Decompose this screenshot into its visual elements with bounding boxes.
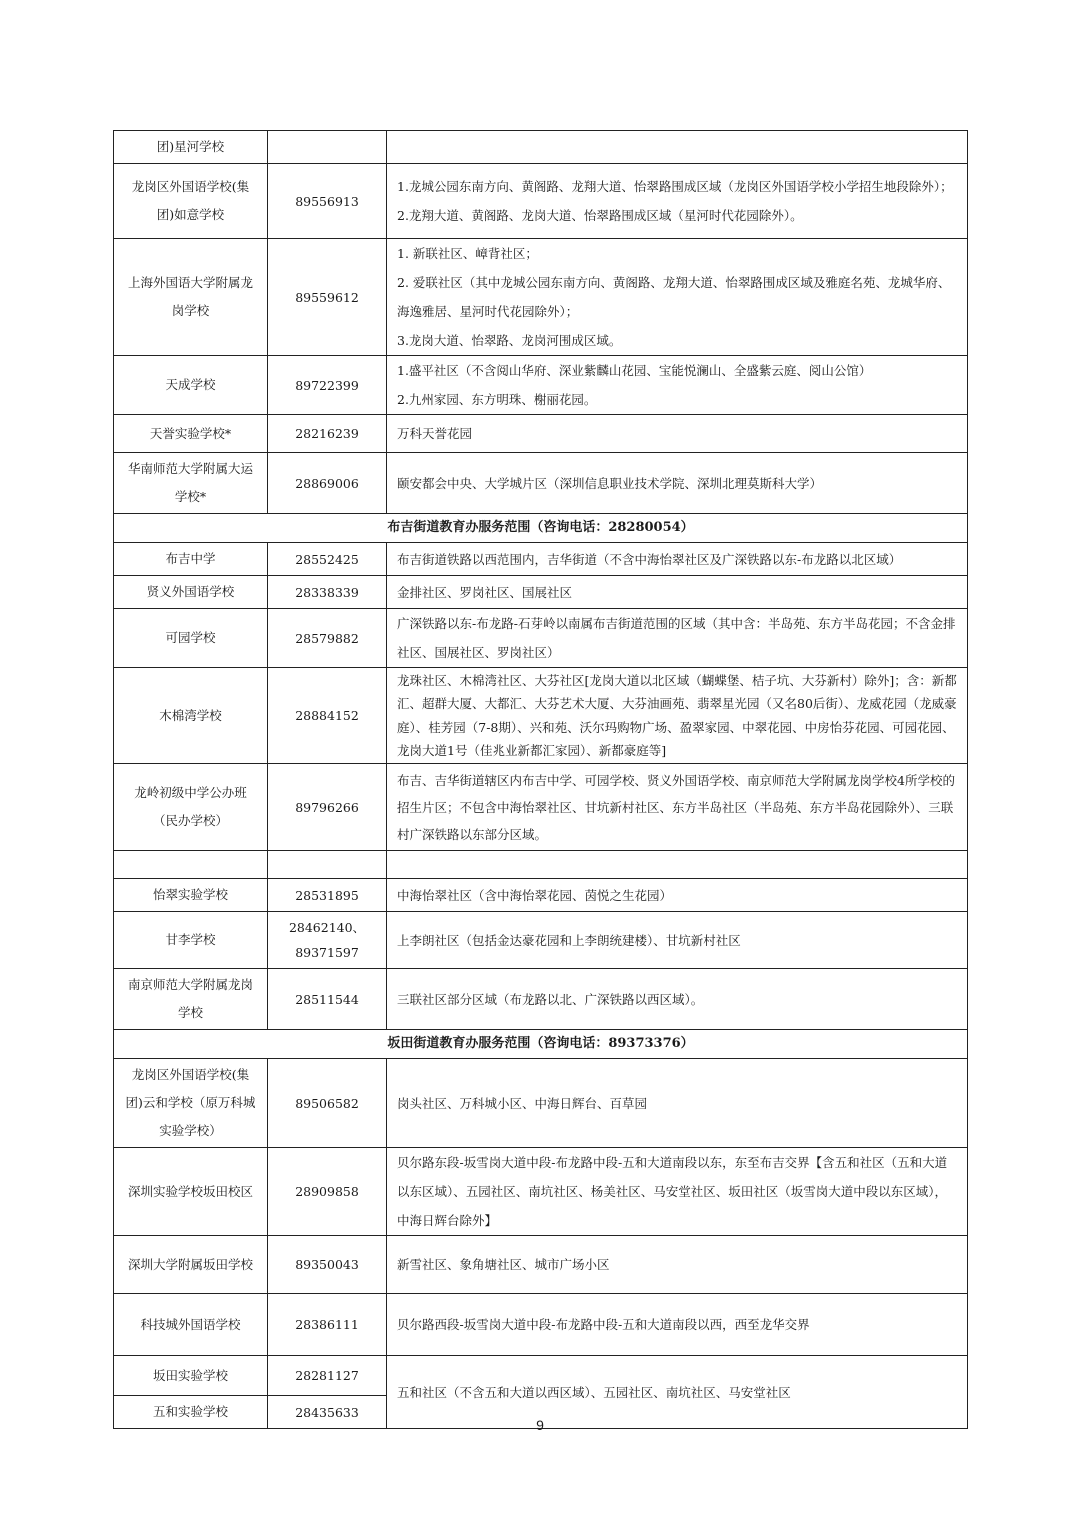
table-row xyxy=(114,1294,968,1356)
section-header-row xyxy=(114,1030,968,1059)
service-scope xyxy=(387,415,968,453)
table-row xyxy=(114,415,968,453)
table-row xyxy=(114,879,968,912)
service-scope xyxy=(387,668,968,764)
service-scope xyxy=(387,879,968,912)
school-name: 深圳大学附属坂田学校 xyxy=(114,1236,268,1294)
service-scope xyxy=(387,912,968,969)
school-name: 可园学校 xyxy=(114,609,268,668)
school-name: 五和实验学校 xyxy=(114,1396,268,1429)
blank-row xyxy=(114,851,968,879)
phone-number: 89350043 xyxy=(268,1236,387,1294)
phone-number: 28579882 xyxy=(268,609,387,668)
table-row xyxy=(114,668,968,764)
school-name: 木棉湾学校 xyxy=(114,668,268,764)
school-name: 深圳实验学校坂田校区 xyxy=(114,1148,268,1236)
school-name: 科技城外国语学校 xyxy=(114,1294,268,1356)
table-row xyxy=(114,1236,968,1294)
phone-number: 89556913 xyxy=(268,164,387,239)
scope-line: 2. 爱联社区（其中龙城公园东南方向、黄阁路、龙翔大道、怡翠路围成区域及雅庭名苑、龙城华府、海逸雅居、星河时代花园除外）； xyxy=(397,275,951,319)
scope-line: 三联社区部分区域（布龙路以北、广深铁路以西区域）。 xyxy=(397,991,704,1007)
scope-line: 新雪社区、象角塘社区、城市广场小区 xyxy=(397,1257,610,1272)
school-name: 龙岗区外国语学校(集团)云和学校（原万科城实验学校） xyxy=(114,1059,268,1148)
scope-line: 颐安都会中央、大学城片区（深圳信息职业技术学院、深圳北理莫斯科大学） xyxy=(397,475,823,491)
scope-line: 1.龙城公园东南方向、黄阁路、龙翔大道、怡翠路围成区域（龙岗区外国语学校小学招生地段除外）； xyxy=(397,179,953,194)
section-header-row xyxy=(114,514,968,543)
scope-line: 上李朗社区（包括金达豪花园和上李朗统建楼）、甘坑新村社区 xyxy=(397,932,741,948)
table-row xyxy=(114,453,968,514)
phone-number: 28884152 xyxy=(268,668,387,764)
table-row xyxy=(114,576,968,609)
service-scope xyxy=(387,543,968,576)
phone-number: 28511544 xyxy=(268,969,387,1030)
service-scope xyxy=(387,453,968,514)
phone-number: 28552425 xyxy=(268,543,387,576)
section-title-bantian: 坂田街道教育办服务范围（咨询电话：89373376） xyxy=(114,1030,968,1059)
phone-number: 28462140、89371597 xyxy=(268,912,387,969)
scope-line: 布吉、吉华街道辖区内布吉中学、可园学校、贤义外国语学校、南京师范大学附属龙岗学校4所学校的招生片区；不包含中海怡翠社区、甘坑新村社区、东方半岛社区（半岛苑、东方半岛花园除外）、三联村广深铁路以东部分区域。 xyxy=(397,772,955,842)
blank-cell xyxy=(114,851,268,879)
table-row xyxy=(114,239,968,356)
phone-number xyxy=(268,131,387,164)
blank-cell xyxy=(268,851,387,879)
section-title-buji: 布吉街道教育办服务范围（咨询电话：28280054） xyxy=(114,514,968,543)
scope-line: 贝尔路西段-坂雪岗大道中段-布龙路中段-五和大道南段以西，西至龙华交界 xyxy=(397,1317,810,1332)
school-name: 布吉中学 xyxy=(114,543,268,576)
service-scope xyxy=(387,1236,968,1294)
table-row xyxy=(114,131,968,164)
scope-line: 五和社区（不含五和大道以西区域）、五园社区、南坑社区、马安堂社区 xyxy=(397,1384,791,1400)
scope-line: 广深铁路以东-布龙路-石芽岭以南属布吉街道范围的区域（其中含：半岛苑、东方半岛花园；不含金排社区、国展社区、罗岗社区） xyxy=(397,616,956,660)
school-name: 上海外国语大学附属龙岗学校 xyxy=(114,239,268,356)
table-row xyxy=(114,1059,968,1148)
scope-line: 龙珠社区、木棉湾社区、大芬社区[龙岗大道以北区域（蝴蝶堡、桔子坑、大芬新村）除外]；含：新都汇、超群大厦、大都汇、大芬艺术大厦、大芬油画苑、翡翠星光园（又名80后街）、龙威花园（龙威豪庭）、桂芳园（7-8期）、兴和苑、沃尔玛购物广场、盈翠家园、中翠花园、中房怡芬花园、可园花园、龙岗大道1号（佳兆业新都汇家园）、新都豪庭等] xyxy=(397,672,957,758)
phone-number: 28435633 xyxy=(268,1396,387,1429)
service-scope xyxy=(387,356,968,415)
scope-line: 万科天誉花园 xyxy=(397,426,473,441)
school-name: 团)星河学校 xyxy=(114,131,268,164)
service-scope xyxy=(387,969,968,1030)
school-name: 甘李学校 xyxy=(114,912,268,969)
service-scope xyxy=(387,764,968,851)
service-scope xyxy=(387,1294,968,1356)
service-scope xyxy=(387,1148,968,1236)
phone-number: 28281127 xyxy=(268,1356,387,1396)
school-name: 坂田实验学校 xyxy=(114,1356,268,1396)
service-scope xyxy=(387,609,968,668)
table-row xyxy=(114,764,968,851)
service-scope xyxy=(387,1059,968,1148)
table-row xyxy=(114,164,968,239)
scope-line: 1. 新联社区、嶂背社区； xyxy=(397,246,538,261)
table-row xyxy=(114,912,968,969)
school-name: 怡翠实验学校 xyxy=(114,879,268,912)
school-name: 龙岭初级中学公办班（民办学校） xyxy=(114,764,268,851)
school-name: 贤义外国语学校 xyxy=(114,576,268,609)
blank-cell xyxy=(387,851,968,879)
school-name: 龙岗区外国语学校(集团)如意学校 xyxy=(114,164,268,239)
school-name: 南京师范大学附属龙岗学校 xyxy=(114,969,268,1030)
phone-number: 28909858 xyxy=(268,1148,387,1236)
phone-number: 28869006 xyxy=(268,453,387,514)
scope-line: 贝尔路东段-坂雪岗大道中段-布龙路中段-五和大道南段以东，东至布吉交界【含五和社区（五和大道以东区域）、五园社区、南坑社区、杨美社区、马安堂社区、坂田社区（坂雪岗大道中段以东区域），中海日辉台除外】 xyxy=(397,1155,948,1228)
table-row xyxy=(114,609,968,668)
table-row xyxy=(114,1148,968,1236)
table-row xyxy=(114,1356,968,1396)
scope-line: 金排社区、罗岗社区、国展社区 xyxy=(397,584,573,600)
scope-line: 2.九州家园、东方明珠、榭丽花园。 xyxy=(397,392,597,407)
scope-line: 3.龙岗大道、怡翠路、龙岗河围成区域。 xyxy=(397,333,622,348)
service-scope xyxy=(387,576,968,609)
table-row xyxy=(114,969,968,1030)
phone-number: 28386111 xyxy=(268,1294,387,1356)
phone-number: 89559612 xyxy=(268,239,387,356)
table-row xyxy=(114,543,968,576)
phone-number: 89722399 xyxy=(268,356,387,415)
school-name: 天成学校 xyxy=(114,356,268,415)
school-name: 天誉实验学校* xyxy=(114,415,268,453)
enrollment-table xyxy=(113,130,968,1429)
school-name: 华南师范大学附属大运学校* xyxy=(114,453,268,514)
phone-number: 89506582 xyxy=(268,1059,387,1148)
scope-line: 布吉街道铁路以西范围内，吉华街道（不含中海怡翠社区及广深铁路以东-布龙路以北区域） xyxy=(397,551,902,567)
scope-line: 中海怡翠社区（含中海怡翠花园、茵悦之生花园） xyxy=(397,887,673,903)
scope-line: 2.龙翔大道、黄阁路、龙岗大道、怡翠路围成区域（星河时代花园除外）。 xyxy=(397,208,803,223)
phone-number: 89796266 xyxy=(268,764,387,851)
phone-number: 28531895 xyxy=(268,879,387,912)
scope-line: 1.盛平社区（不含阅山华府、深业紫麟山花园、宝能悦澜山、全盛紫云庭、阅山公馆） xyxy=(397,363,872,378)
service-scope xyxy=(387,131,968,164)
phone-number: 28216239 xyxy=(268,415,387,453)
service-scope xyxy=(387,164,968,239)
phone-number: 28338339 xyxy=(268,576,387,609)
scope-line: 岗头社区、万科城小区、中海日辉台、百草园 xyxy=(397,1095,648,1111)
page-number: 9 xyxy=(536,1417,544,1433)
service-scope xyxy=(387,239,968,356)
table-row xyxy=(114,356,968,415)
